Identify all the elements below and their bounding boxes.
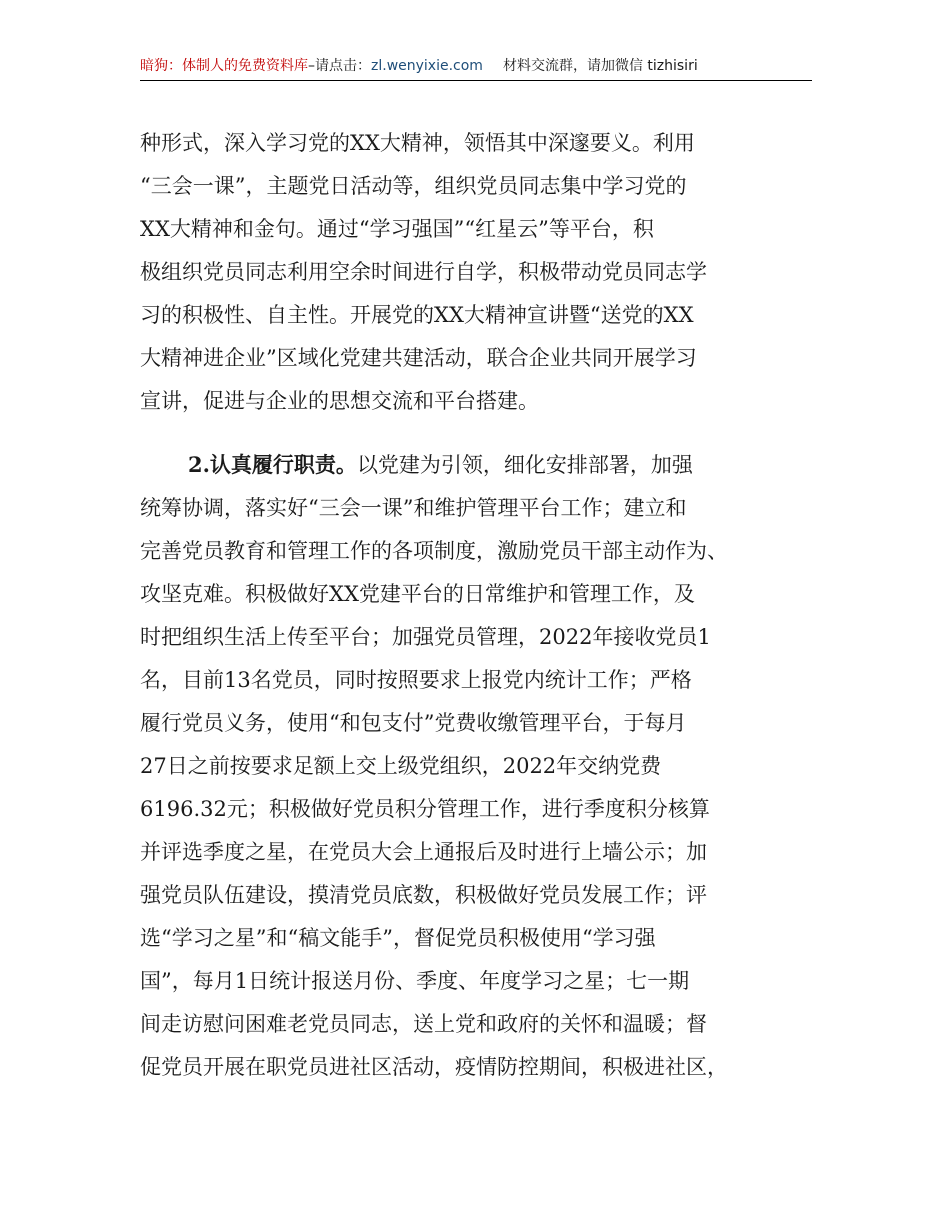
header-site-title: 暗狗：体制人的免费资料库 xyxy=(140,58,308,74)
paragraph-2-line: 统筹协调，落实好“三会一课”和维护管理平台工作；建立和 xyxy=(140,496,687,520)
header-url-link[interactable]: zl.wenyixie.com xyxy=(371,58,483,74)
paragraph-2-line: 国”，每月1日统计报送月份、季度、年度学习之星；七一期 xyxy=(140,969,690,993)
paragraph-2-first-line xyxy=(0,450,950,480)
paragraph-2-line: 6196.32元；积极做好党员积分管理工作，进行季度积分核算 xyxy=(140,797,710,821)
paragraph-1-line: 种形式，深入学习党的XX大精神，领悟其中深邃要义。利用 xyxy=(140,131,695,155)
header-divider xyxy=(140,80,812,81)
paragraph-1-line: 极组织党员同志利用空余时间进行自学，积极带动党员同志学 xyxy=(140,260,707,284)
section-first-line-text: 以党建为引领，细化安排部署，加强 xyxy=(356,453,693,477)
paragraph-2-line: 27日之前按要求足额上交上级党组织，2022年交纳党费 xyxy=(140,754,662,778)
paragraph-2-line: 强党员队伍建设，摸清党员底数，积极做好党员发展工作；评 xyxy=(140,883,707,907)
paragraph-2-line: 并评选季度之星，在党员大会上通报后及时进行上墙公示；加 xyxy=(140,840,707,864)
header-wechat: 材料交流群，请加微信 tizhisiri xyxy=(502,58,698,74)
paragraph-2-line: 名，目前13名党员，同时按照要求上报党内统计工作；严格 xyxy=(140,668,692,692)
paragraph-1-line: XX大精神和金句。通过“学习强国”“红星云”等平台，积 xyxy=(140,217,654,241)
paragraph-1-line: 大精神进企业”区域化党建共建活动，联合企业共同开展学习 xyxy=(140,346,697,370)
section-heading: 2.认真履行职责。 xyxy=(188,452,357,477)
paragraph-2-line: 促党员开展在职党员进社区活动，疫情防控期间，积极进社区， xyxy=(140,1055,728,1079)
paragraph-2-line: 时把组织生活上传至平台；加强党员管理，2022年接收党员1 xyxy=(140,625,711,649)
header-prompt: –请点击： xyxy=(308,58,371,74)
paragraph-2-line: 间走访慰问困难老党员同志，送上党和政府的关怀和温暖；督 xyxy=(140,1012,707,1036)
paragraph-2-line: 选“学习之星”和“稿文能手”，督促党员积极使用“学习强 xyxy=(140,926,656,950)
paragraph-1-line: 宣讲，促进与企业的思想交流和平台搭建。 xyxy=(140,389,539,413)
paragraph-1-line: “三会一课”，主题党日活动等，组织党员同志集中学习党的 xyxy=(140,174,687,198)
paragraph-2-line: 履行党员义务，使用“和包支付”党费收缴管理平台，于每月 xyxy=(140,711,687,735)
paragraph-2-line: 完善党员教育和管理工作的各项制度，激励党员干部主动作为、 xyxy=(140,539,728,563)
paragraph-1-line: 习的积极性、自主性。开展党的XX大精神宣讲暨“送党的XX xyxy=(140,303,694,327)
page-header xyxy=(140,56,812,76)
paragraph-2-line: 攻坚克难。积极做好XX党建平台的日常维护和管理工作，及 xyxy=(140,582,695,606)
